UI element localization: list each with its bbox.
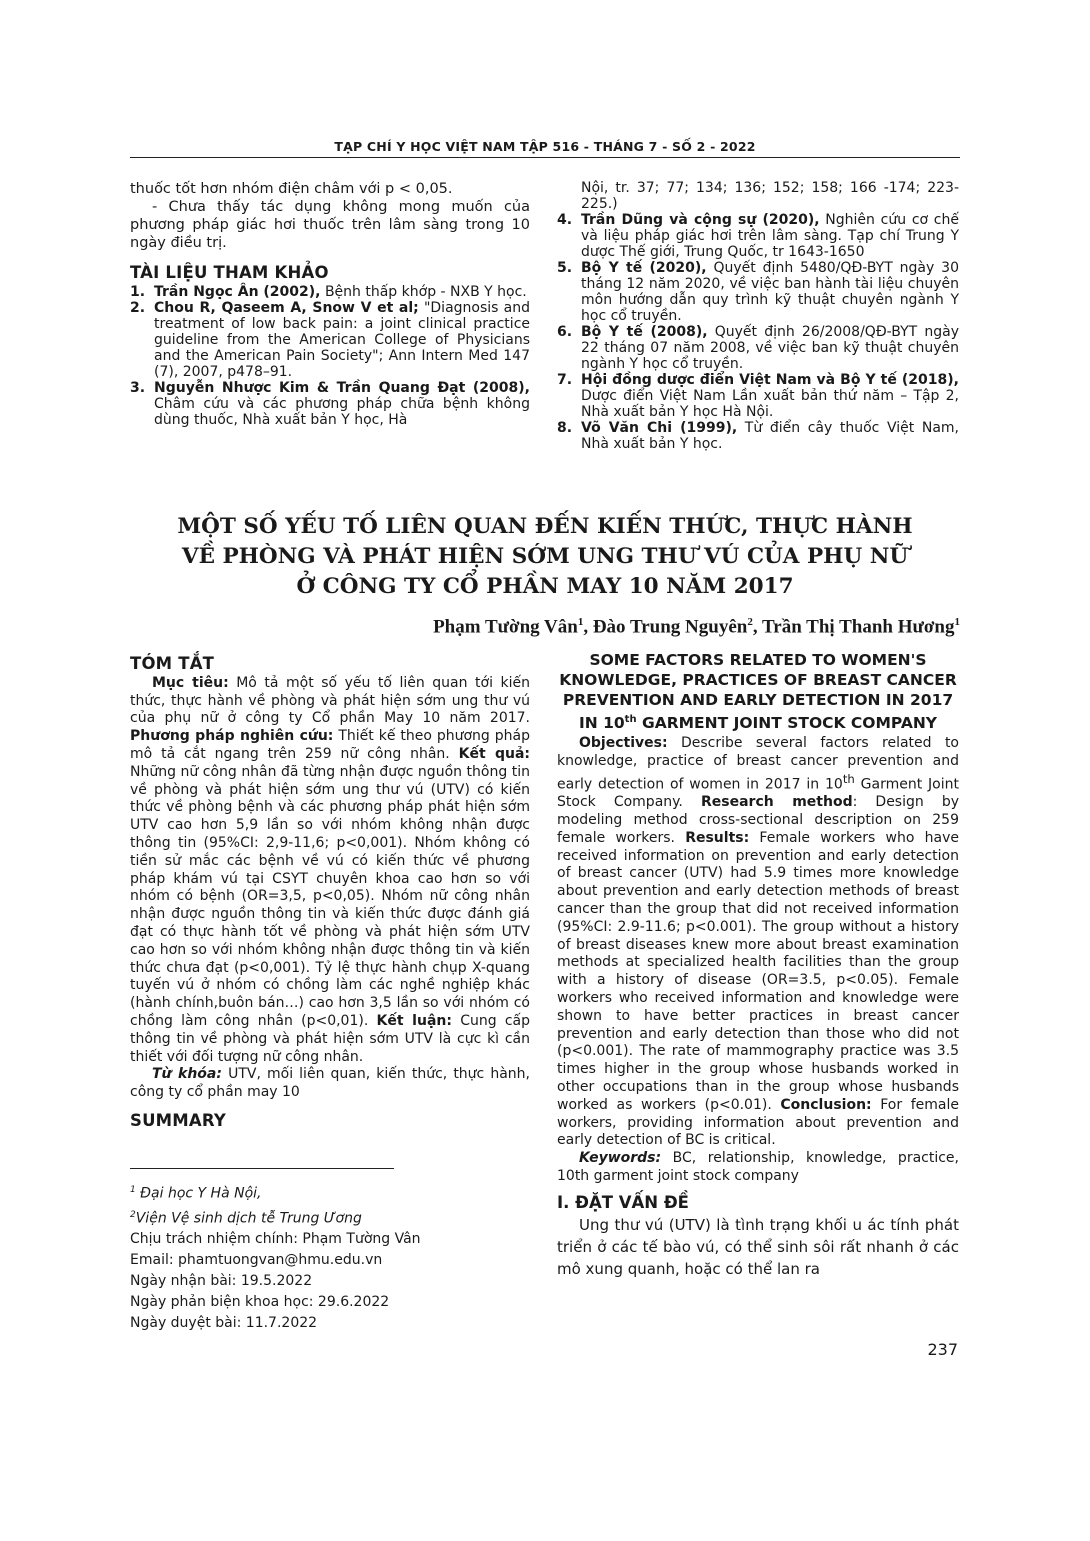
summary-heading: SUMMARY [130,1110,227,1130]
keywords-en: Keywords: BC, relationship, knowledge, practice, 10th garment joint stock company [557,1150,959,1184]
email: Email: phamtuongvan@hmu.edu.vn [130,1252,383,1269]
journal-header: TẠP CHÍ Y HỌC VIỆT NAM TẬP 516 - THÁNG 7 - SỐ 2 - 2022 [334,139,756,154]
references-list-left [130,284,530,428]
author-name: Đào Trung Nguyên [592,616,748,638]
affiliation-1: $^1$ Đại học Y Hà Nội, [130,1185,262,1202]
title-line: Ở CÔNG TY CỔ PHẦN MAY 10 NĂM 2017 [296,574,794,599]
title-line: MỘT SỐ YẾU TỐ LIÊN QUAN ĐẾN KIẾN THỨC, THỰC HÀNH [177,514,913,539]
reference-item: 7. Hội đồng dược điển Việt Nam và Bộ Y tế (2018), Dược điển Việt Nam Lần xuất bản thứ năm – Tập 2, Nhà xuất bản Y học Hà Nội. [557,372,959,420]
references-list-right [557,212,959,452]
reference-item: 3. Nguyễn Nhược Kim & Trần Quang Đạt (2008), Châm cứu và các phương pháp chữa bệnh không dùng thuốc, Nhà xuất bản Y học, Hà [130,380,530,428]
english-title: SOME FACTORS RELATED TO WOMEN'S KNOWLEDGE, PRACTICES OF BREAST CANCER PREVENTION AND EARLY DETECTION IN 2017 IN 10th GARMENT JOINT STOCK COMPANY [559,651,957,733]
keywords-vi: Từ khóa: UTV, mối liên quan, kiến thức, thực hành, công ty cổ phần may 10 [130,1066,530,1101]
abstract-vi-text: Mục tiêu: Mô tả một số yếu tố liên quan tới kiến thức, thực hành về phòng và phát hiện sớm ung thư vú của phụ nữ ở công ty Cổ phần May 10 năm 2017. Phương pháp nghiên cứu: Thiết kế theo phương pháp mô tả cắt ngang trên 259 nữ công nhân. Kết quả: Những nữ công nhân đã từng nhận được nguồn thông tin về phòng và phát hiện sớm ung thư vú (UTV) có kiến thức về phòng bệnh và các phương pháp phát hiện sớm UTV cao hơn 5,9 lần so với nhóm không nhận được thông tin (95%CI: 2,9-11,6; p<0,001). Nhóm không có tiền sử mắc các bệnh về vú có kiến thức về phương pháp khám vú tại CSYT chuyên khoa cao hơn so với nhóm có bệnh (OR=3,5, p<0,05). Nhóm nữ công nhân nhận được nguồn thông tin và kiến thức được đánh giá đạt có thực hành tốt về phòng và phát hiện sớm UTV cao hơn so với nhóm không nhận được thông tin và kiến thức chưa đạt (p<0,001). Tỷ lệ thực hành chụp X-quang tuyến vú ở nhóm có chồng làm các nghề nghiệp khác (hành chính,buôn bán…) cao hơn 3,5 lần so với nhóm có chồng làm công nhân (p<0,01). Kết luận: Cung cấp thông tin về phòng và phát hiện sớm UTV là cực kì cần thiết với đối tượng nữ công nhân. [130,674,530,1065]
tomtat-heading: TÓM TẮT [130,654,215,673]
reviewed-date: Ngày phản biện khoa học: 29.6.2022 [130,1294,390,1311]
accepted-date: Ngày duyệt bài: 11.7.2022 [130,1315,318,1332]
intro-paragraph: Ung thư vú (UTV) là tình trạng khối u ác tính phát triển ở các tế bào vú, có thể sinh sôi rất nhanh ở các mô xung quanh, hoặc có thể lan ra [557,1215,959,1278]
reference-item: 1. Trần Ngọc Ân (2002), Bệnh thấp khớp - NXB Y học. [130,284,527,300]
author-list: Phạm Tường Vân$^1$, Đào Trung Nguyên$^2$, Trần Thị Thanh Hương$^1$ [433,616,960,638]
article-title [130,512,960,602]
reference-item: 2. Chou R, Qaseem A, Snow V et al; "Diagnosis and treatment of low back pain: a joint clinical practice guideline from the American College of Physicians and the American Pain Society"; Ann Intern Med 147 (7), 2007, p478–91. [130,300,530,380]
reference-item: 5. Bộ Y tế (2020), Quyết định 5480/QĐ-BYT ngày 30 tháng 12 năm 2020, về việc ban hành tài liệu chuyên môn hướng dẫn quy trình kỹ thuật chuyên ngành Y học cổ truyền. [557,260,959,324]
intro-heading: I. ĐẶT VẤN ĐỀ [557,1192,689,1212]
title-line: VỀ PHÒNG VÀ PHÁT HIỆN SỚM UNG THƯ VÚ CỦA PHỤ NỮ [181,544,909,569]
prev-article-right-column [557,180,959,452]
footnote-rule [130,1168,394,1169]
abstract-en-column [557,650,959,1280]
responsible-author: Chịu trách nhiệm chính: Phạm Tường Vân [130,1231,421,1248]
reference-item: 6. Bộ Y tế (2008), Quyết định 26/2008/QĐ-BYT ngày 22 tháng 07 năm 2008, về việc ban kỹ thuật chuyên ngành Y học cổ truyền. [557,324,959,372]
abstract-vi-column [130,655,530,1132]
header-rule [130,157,960,158]
prev-paragraph-1: thuốc tốt hơn nhóm điện châm với p < 0,05. [130,181,453,197]
received-date: Ngày nhận bài: 19.5.2022 [130,1273,313,1290]
affiliation-2: $^2$Viện Vệ sinh dịch tễ Trung Ương [130,1209,362,1227]
reference-item: 4. Trần Dũng và cộng sự (2020), Nghiên cứu cơ chế và liệu pháp giác hơi trên lâm sàng. Tạp chí Trung Y dược Thế giới, Trung Quốc, tr 1643-1650 [557,212,959,260]
page-number: 237 [927,1340,958,1359]
prev-article-left-column [130,180,530,428]
reference-continuation: Nội, tr. 37; 77; 134; 136; 152; 158; 166 -174; 223-225.) [581,180,959,212]
author-name: Trần Thị Thanh Hương [762,616,955,638]
abstract-en-text: Objectives: Describe several factors related to knowledge, practice of breast cancer prevention and early detection of women in 2017 in 10th Garment Joint Stock Company. Research method: Design by modeling method cross-sectional description on 259 female workers. Results: Female workers who have received information on prevention and early detection of breast cancer (UTV) had 5.9 times more knowledge about prevention and early detection methods of breast cancer than the group that did not received information (95%CI: 2.9-11.6; p<0.001). The group without a history of breast diseases knew more about breast examination methods at specialized health facilities than the group with a history of disease (OR=3.5, p<0.05). Female workers who received information and knowledge were shown to have better practices in breast cancer prevention and early detection than those who did not (p<0.001). The rate of mammography practice was 3.5 times higher in the group whose husbands worked in other occupations than in the group whose husbands worked as workers (p<0.01). Conclusion: For female workers, providing information about prevention and early detection of BC is critical. [557,735,960,1149]
reference-item: 8. Võ Văn Chi (1999), Từ điển cây thuốc Việt Nam, Nhà xuất bản Y học. [557,420,959,452]
prev-paragraph-2: - Chưa thấy tác dụng không mong muốn của phương pháp giác hơi thuốc trên lâm sàng trong 10 ngày điều trị. [130,199,530,251]
footnotes [130,1180,530,1334]
author-name: Phạm Tường Vân [433,616,578,638]
references-heading: TÀI LIỆU THAM KHẢO [130,263,329,282]
